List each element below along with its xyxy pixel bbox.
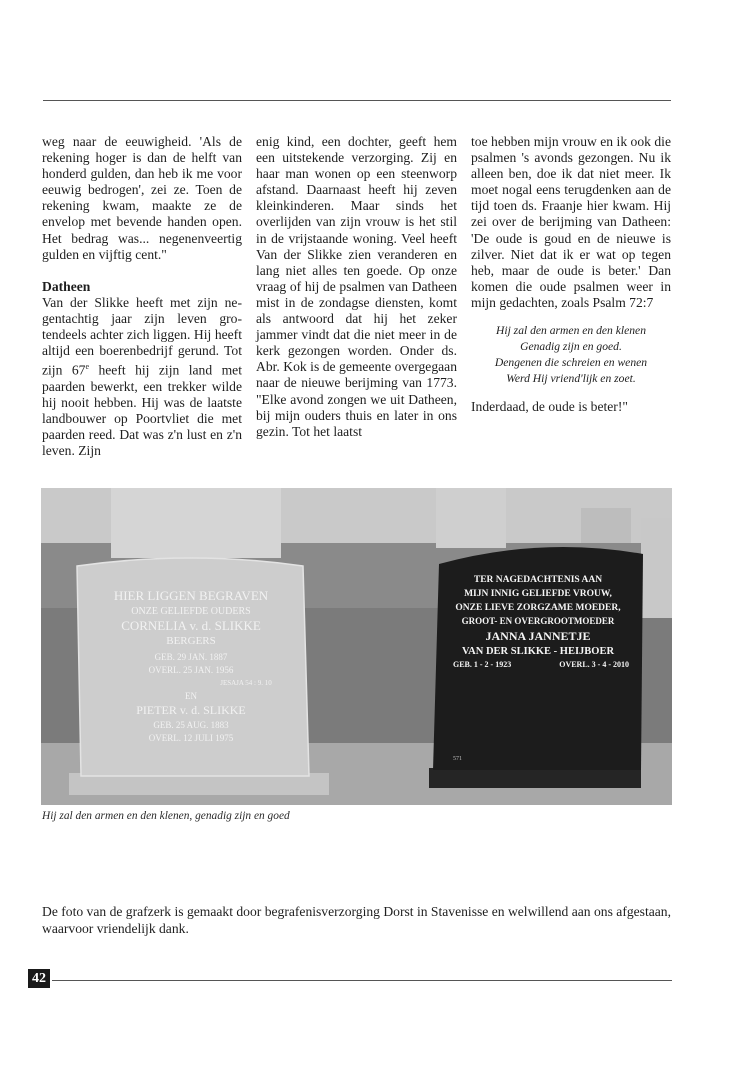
page-number: 42 xyxy=(28,969,50,988)
body-paragraph: enig kind, een dochter, geeft hem een uitstekende verzorging. Zij en haar man wonen op een steenworp afstand. Daarnaast heeft hij zeven kleinkinderen. Maar sinds het overlijden van zijn vrouw is het stil in de vrijstaande woning. Veel heeft Van der Slikke zien veranderen en lang niet alles ten goede. Op onze vraag of hij de psalmen van Datheen mist in de zondagse diensten, komt als antwoord dat hij het zeker jammer vindt dat die niet meer in de kerk gezongen worden. Onder ds. Abr. Kok is de gemeente overgegaan naar de nieuwe berijming van 1773. "Elke avond zongen we uit Datheen, bij mijn ouders thuis en later in ons gezin. Tot het laatst xyxy=(256,134,457,439)
article-column-1 xyxy=(42,134,242,459)
inscription-line: 571 xyxy=(453,756,462,762)
inscription-line: OVERL. 25 JAN. 1956 xyxy=(148,665,234,675)
inscription-line: BERGERS xyxy=(166,635,216,647)
inscription-line: GEB. 25 AUG. 1883 xyxy=(153,720,229,730)
inscription-line: MIJN INNIG GELIEFDE VROUW, xyxy=(464,589,612,599)
header-rule xyxy=(43,100,671,101)
photo-credit: De foto van de grafzerk is gemaakt door begrafenisverzorging Dorst in Stavenisse en welwillend aan ons afgestaan, waarvoor vriendelijk dank. xyxy=(42,904,672,936)
inscription-line: JESAJA 54 : 9. 10 xyxy=(220,679,272,687)
inscription-line: ONZE GELIEFDE OUDERS xyxy=(131,606,251,617)
gravestone-photo xyxy=(41,488,672,805)
inscription-line: OVERL. 3 - 4 - 2010 xyxy=(559,660,629,669)
body-paragraph: weg naar de eeuwigheid. 'Als de rekening hoger is dan de helft van honderd gulden, dan heb ik me voor eeuwig bedrogen', zei ze. Toen de rekening kwam, maakte ze de envelop met bevende handen open. Het bedrag was... negenenveertig gulden en vijftig cent." xyxy=(42,134,242,262)
background-stone xyxy=(111,488,281,558)
poem-line: Werd Hij vriend'lijk en zoet. xyxy=(506,372,636,386)
poem-line: Dengenen die schreien en wenen xyxy=(494,356,648,370)
background-stone xyxy=(436,488,506,548)
inscription-line: GEB. 1 - 2 - 1923 xyxy=(453,660,512,669)
inscription-line: TER NAGEDACHTENIS AAN xyxy=(473,575,603,585)
inscription-line: GROOT- EN OVERGROOTMOEDER xyxy=(461,616,615,626)
inscription-line: JANNA JANNETJE xyxy=(485,629,591,643)
poem-line: Hij zal den armen en den klenen xyxy=(495,324,647,338)
closing-line: Inderdaad, de oude is beter!" xyxy=(471,399,628,415)
inscription-line: OVERL. 12 JULI 1975 xyxy=(148,733,234,743)
inscription-line: CORNELIA v. d. SLIKKE xyxy=(121,618,261,633)
inscription-line: HIER LIGGEN BEGRAVEN xyxy=(113,588,269,603)
poem-line: Genadig zijn en goed. xyxy=(520,340,622,354)
inscription-line: GEB. 29 JAN. 1887 xyxy=(154,652,228,662)
section-heading: Datheen xyxy=(42,278,91,294)
inscription-line: EN xyxy=(185,691,197,701)
inscription-line: PIETER v. d. SLIKKE xyxy=(136,703,246,717)
body-paragraph: toe hebben mijn vrouw en ik ook die psalmen 's avonds gezongen. Nu ik alleen ben, doe ik dat niet meer. Ik moet nogal eens terugdenken aan de tijd toen ds. Fraanje hier kwam. Hij zei over de berijming van Datheen: 'De oude is goud en de nieuwe is zilver. Niet dat ik er wat op tegen heb, maar de oude is beter.' Dan komen die oude psalmen weer in mijn gedachten, zoals Psalm 72:7 xyxy=(471,134,671,310)
psalm-quote xyxy=(471,323,671,387)
article-column-3 xyxy=(471,134,671,415)
inscription-line: ONZE LIEVE ZORGZAME MOEDER, xyxy=(455,603,621,613)
footer-rule xyxy=(52,980,672,981)
background-stone xyxy=(641,518,672,618)
inscription-line: VAN DER SLIKKE - HEIJBOER xyxy=(461,646,615,657)
photo-caption: Hij zal den armen en den klenen, genadig zijn en goed xyxy=(42,810,290,822)
body-paragraph: Van der Slikke heeft met zijn negentachtig jaar zijn leven grotendeels achter zich liggen. Hij heeft altijd een boerenbedrijf gerund. Tot zijn 67e heeft hij zijn land met paarden bewerkt, een trekker wilde hij nooit hebben. Hij was de laatste landbouwer op Poortvliet die met paarden reed. Dat was z'n lust en z'n leven. Zijn xyxy=(42,294,242,459)
article-column-2 xyxy=(256,134,457,440)
